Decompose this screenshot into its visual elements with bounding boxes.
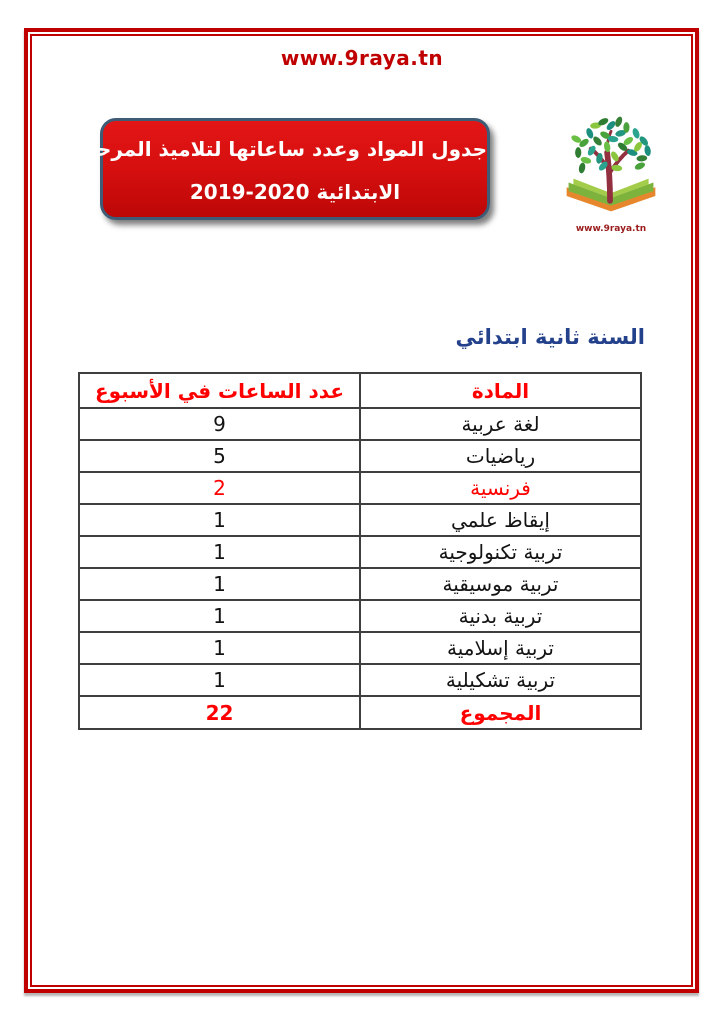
table-row: [79, 568, 641, 600]
hours-column-header: عدد الساعات في الأسبوع: [79, 373, 360, 408]
hours-cell: 1: [79, 504, 360, 536]
total-label-cell: المجموع: [360, 696, 641, 729]
table-header: [79, 373, 641, 408]
hours-cell: 1: [79, 632, 360, 664]
subject-cell: تربية تكنولوجية: [360, 536, 641, 568]
tree-book-logo-icon: [555, 114, 667, 222]
subject-cell: تربية موسيقية: [360, 568, 641, 600]
hours-cell: 5: [79, 440, 360, 472]
subject-column-header: المادة: [360, 373, 641, 408]
hours-cell: 1: [79, 568, 360, 600]
hours-cell: 1: [79, 536, 360, 568]
hours-cell: 2: [79, 472, 360, 504]
subject-cell: إيقاظ علمي: [360, 504, 641, 536]
table-row: [79, 440, 641, 472]
subject-cell: فرنسية: [360, 472, 641, 504]
section-title: السنة ثانية ابتدائي: [455, 325, 645, 349]
logo: [552, 114, 670, 234]
subject-cell: رياضيات: [360, 440, 641, 472]
subject-cell: تربية إسلامية: [360, 632, 641, 664]
banner-title-line1: جدول المواد وعدد ساعاتها لتلاميذ المرحلة: [76, 137, 487, 161]
subject-cell: لغة عربية: [360, 408, 641, 440]
subject-cell: تربية تشكيلية: [360, 664, 641, 696]
banner-title-line2: الابتدائية 2020-2019: [189, 180, 401, 204]
hours-cell: 1: [79, 664, 360, 696]
site-url-header: www.9raya.tn: [280, 46, 444, 70]
title-banner: [76, 118, 490, 220]
table-row: [79, 664, 641, 696]
logo-caption: www.9raya.tn: [575, 224, 647, 234]
table-footer: [79, 696, 641, 729]
table-row: [79, 504, 641, 536]
header-row: [79, 373, 641, 408]
table-row: [79, 600, 641, 632]
total-row: [79, 696, 641, 729]
table-row: [79, 632, 641, 664]
table-row: [79, 408, 641, 440]
subjects-body: [79, 408, 641, 696]
table-row: [79, 472, 641, 504]
subjects-table: [78, 372, 642, 730]
hours-cell: 1: [79, 600, 360, 632]
subject-cell: تربية بدنية: [360, 600, 641, 632]
hours-cell: 9: [79, 408, 360, 440]
table-row: [79, 536, 641, 568]
total-value-cell: 22: [79, 696, 360, 729]
